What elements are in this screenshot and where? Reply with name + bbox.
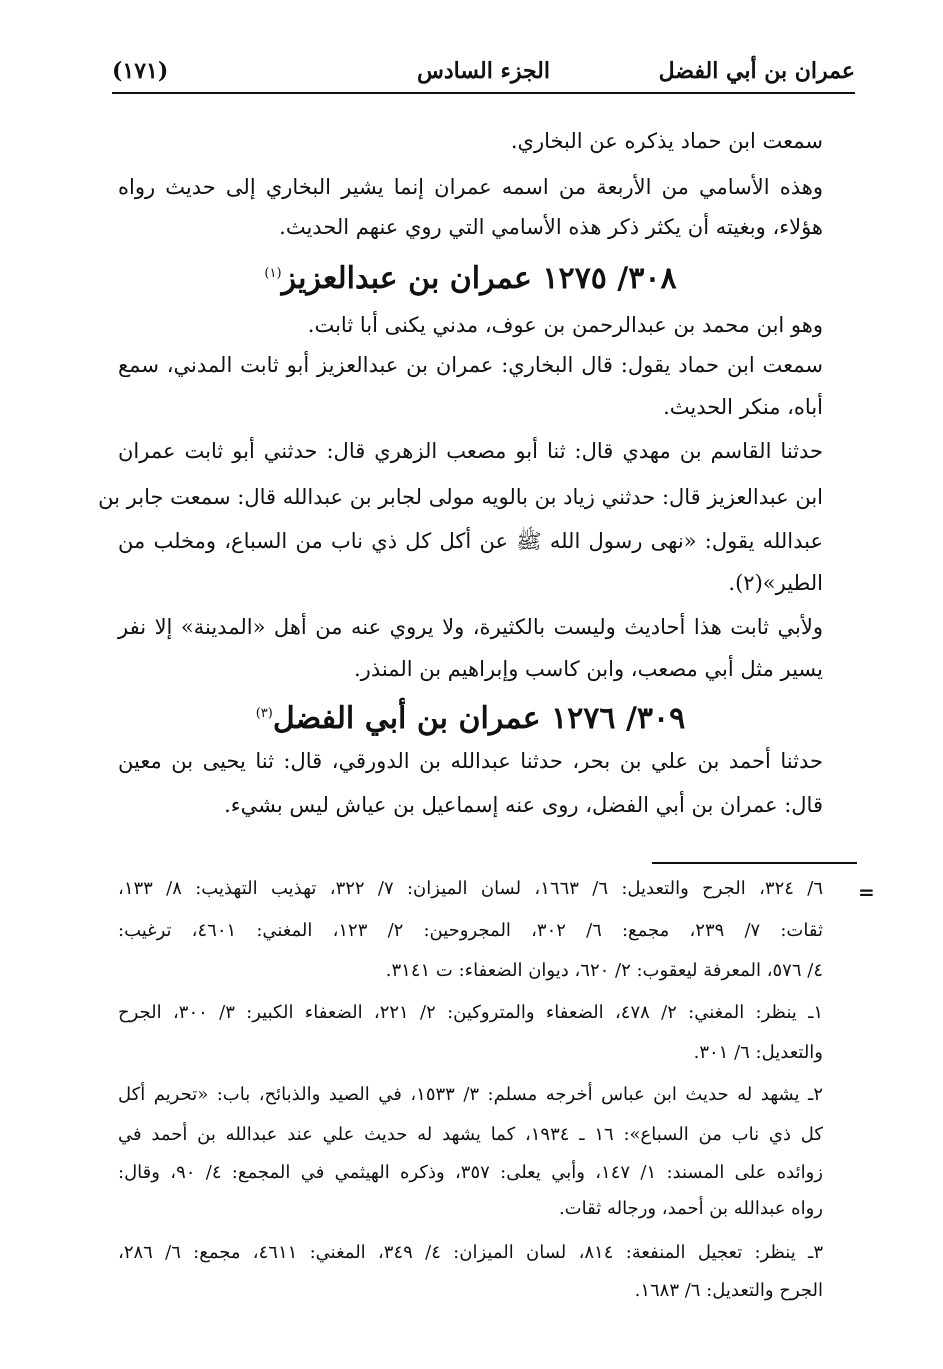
body-line: أباه، منكر الحديث.: [663, 395, 823, 419]
footnote-line: الجرح والتعديل: ٦/ ١٦٨٣.: [634, 1280, 823, 1301]
footnote-line: ٣ـ ينظر: تعجيل المنفعة: ٨١٤، لسان الميزان: ٤/ ٣٤٩، المغني: ٤٦١١، مجمع: ٦/ ٢٨٦،: [118, 1242, 823, 1263]
footnote-line: ٤/ ٥٧٦، المعرفة ليعقوب: ٢/ ٦٢٠، ديوان الضعفاء: ت ٣١٤١.: [385, 960, 823, 981]
header-volume: الجزء السادس: [417, 58, 550, 84]
footnote-line: ٦/ ٣٢٤، الجرح والتعديل: ٦/ ١٦٦٣، لسان الميزان: ٧/ ٣٢٢، تهذيب التهذيب: ٨/ ١٣٣،: [118, 878, 823, 899]
entry-heading-text: ٣٠٩/ ١٢٧٦ عمران بن أبي الفضل: [272, 701, 686, 736]
footnote-line: كل ذي ناب من السباع»: ١٦ ـ ١٩٣٤، كما يشهد له حديث علي عند عبدالله بن أحمد في: [118, 1124, 823, 1145]
footnote-line: زوائده على المسند: ١/ ١٤٧، وأبي يعلى: ٣٥٧، وذكره الهيثمي في المجمع: ٤/ ٩٠، وقال:: [118, 1162, 823, 1183]
running-header: [112, 52, 855, 94]
body-line: حدثنا أحمد بن علي بن بحر، حدثنا عبدالله بن الدورقي، قال: ثنا يحيى بن معين: [118, 749, 823, 773]
body-line: عبدالله يقول: «نهى رسول الله ﷺ عن أكل كل ذي ناب من السباع، ومخلب من: [118, 529, 823, 553]
body-line: سمعت ابن حماد يقول: قال البخاري: عمران بن عبدالعزيز أبو ثابت المدني، سمع: [118, 353, 823, 377]
body-line: حدثنا القاسم بن مهدي قال: ثنا أبو مصعب الزهري قال: حدثني أبو ثابت عمران: [118, 439, 824, 463]
footnote-line: ١ـ ينظر: المغني: ٢/ ٤٧٨، الضعفاء والمتروكين: ٢/ ٢٢١، الضعفاء الكبير: ٣/ ٣٠٠، الجرح: [118, 1002, 824, 1023]
body-line: سمعت ابن حماد يذكره عن البخاري.: [510, 129, 823, 153]
body-line: هؤلاء، وبغيته أن يكثر ذكر هذه الأسامي التي روي عنهم الحديث.: [279, 215, 823, 239]
footnote-ref: (١): [264, 266, 282, 281]
footnote-separator: [652, 862, 857, 864]
continuation-mark: =: [858, 880, 875, 904]
body-line: الطير»(٢).: [728, 571, 823, 595]
footnote-line: والتعديل: ٦/ ٣٠١.: [693, 1042, 823, 1063]
body-line: يسير مثل أبي مصعب، وابن كاسب وإبراهيم بن المنذر.: [354, 657, 823, 681]
entry-heading: [118, 254, 823, 299]
body-line: قال: عمران بن أبي الفضل، روى عنه إسماعيل بن عياش ليس بشيء.: [224, 793, 823, 817]
body-line: وهو ابن محمد بن عبدالرحمن بن عوف، مدني يكنى أبا ثابت.: [307, 313, 823, 337]
footnote-line: ثقات: ٧/ ٢٣٩، مجمع: ٦/ ٣٠٢، المجروحين: ٢/ ١٢٣، المغني: ٤٦٠١، ترغيب:: [118, 920, 823, 941]
footnote-line: ٢ـ يشهد له حديث ابن عباس أخرجه مسلم: ٣/ ١٥٣٣، في الصيد والذبائح، باب: «تحريم أكل: [118, 1084, 823, 1105]
footnote-ref: (٣): [255, 706, 273, 721]
entry-heading: [118, 694, 823, 739]
body-line: ولأبي ثابت هذا أحاديث وليست بالكثيرة، ولا يروي عنه من أهل «المدينة» إلا نفر: [118, 615, 823, 639]
footnote-line: رواه عبدالله بن أحمد، ورجاله ثقات.: [558, 1198, 823, 1219]
header-book-title: عمران بن أبي الفضل: [658, 58, 855, 84]
body-line: وهذه الأسامي من الأربعة من اسمه عمران إنما يشير البخاري إلى حديث رواه: [118, 175, 823, 199]
body-line: ابن عبدالعزيز قال: حدثني زياد بن بالويه مولى لجابر بن عبدالله قال: سمعت جابر بن: [98, 485, 823, 509]
entry-heading-text: ٣٠٨/ ١٢٧٥ عمران بن عبدالعزيز: [281, 261, 677, 296]
page-number: (١٧١): [112, 58, 169, 84]
